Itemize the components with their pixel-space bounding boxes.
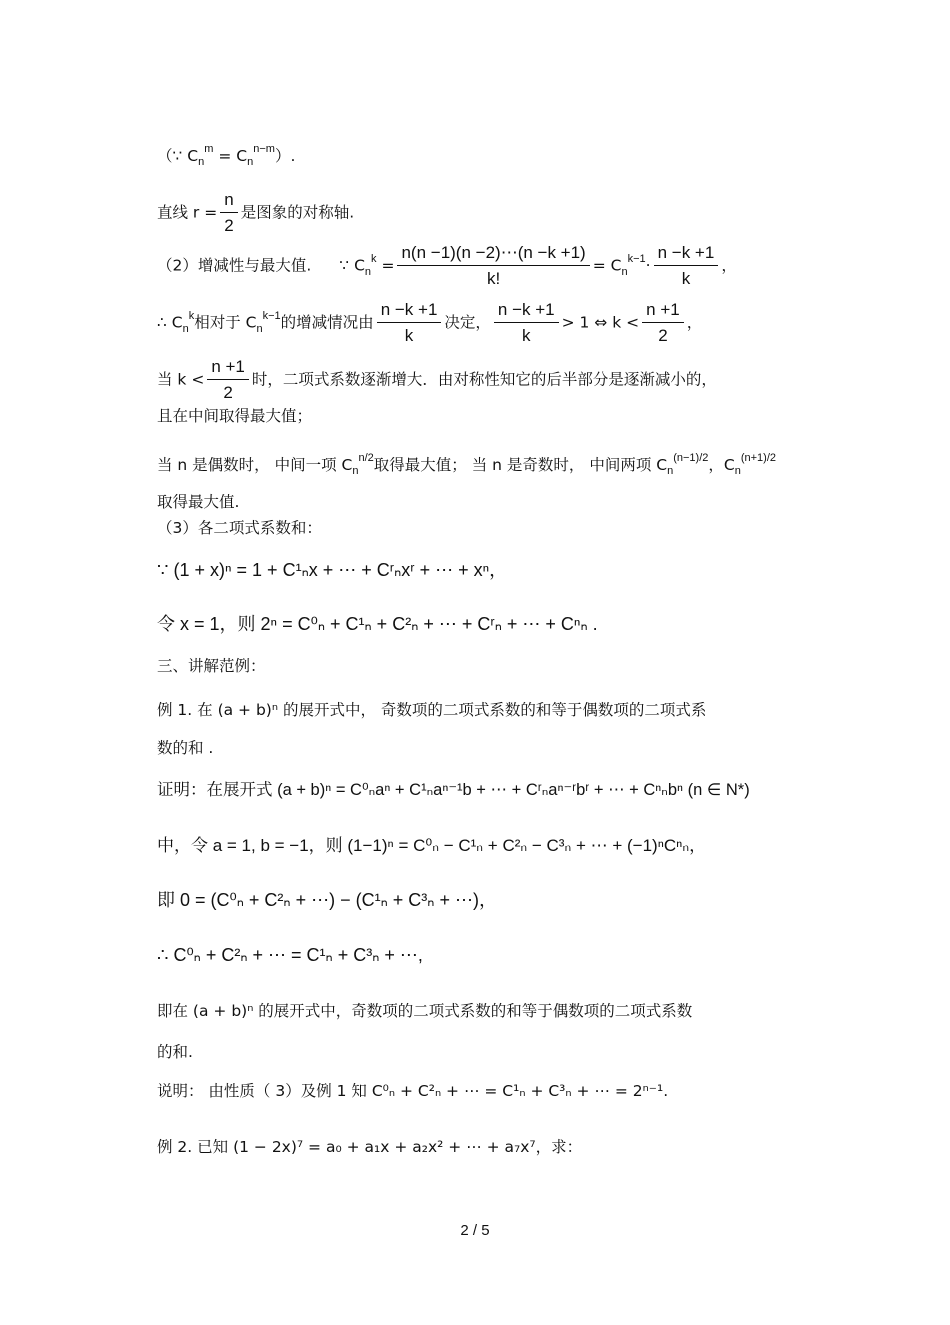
text: 时，二项式系数逐渐增大．由对称性知它的后半部分是逐渐减小的， bbox=[251, 370, 717, 389]
superscript: k−1 bbox=[627, 252, 646, 265]
line-binomial-expansion: ∵ (1 + x)ⁿ = 1 + C¹ₙx + ⋯ + Cʳₙxʳ + ⋯ + xⁿ， bbox=[157, 560, 508, 580]
subscript: n bbox=[352, 465, 359, 477]
line-increasing-half bbox=[157, 357, 717, 403]
text: 当 k < bbox=[157, 370, 205, 389]
example-1-statement-cont: 数的和 . bbox=[157, 739, 214, 757]
proof-zero-equation: 即 0 = (C⁰ₙ + C²ₙ + ⋯) − (C¹ₙ + C³ₙ + ⋯)， bbox=[157, 890, 497, 910]
subscript: n bbox=[247, 156, 254, 168]
fraction bbox=[207, 357, 249, 403]
denominator: k bbox=[404, 326, 414, 345]
proof-substitution: 中，令 a = 1, b = −1，则 (1−1)ⁿ = C⁰ₙ − C¹ₙ + C²ₙ − C³ₙ + ⋯ + (−1)ⁿCⁿₙ， bbox=[157, 836, 707, 855]
line-symmetry-axis bbox=[157, 190, 354, 236]
superscript: n−m bbox=[253, 143, 275, 155]
superscript: k bbox=[371, 252, 377, 265]
text: 的增减情况由 bbox=[280, 313, 374, 332]
superscript: n/2 bbox=[358, 452, 374, 464]
text: 当 n 是偶数时， 中间一项 C bbox=[157, 456, 353, 474]
numerator: n −k +1 bbox=[654, 243, 719, 266]
subscript: n bbox=[621, 265, 628, 278]
subscript: n bbox=[364, 265, 372, 278]
numerator: n +1 bbox=[642, 300, 684, 323]
subscript: n bbox=[182, 322, 189, 335]
text: 相对于 C bbox=[194, 313, 257, 332]
proof-statement-cont: 的和. bbox=[157, 1043, 193, 1061]
proof-expansion: 证明：在展开式 (a + b)ⁿ = C⁰ₙaⁿ + C¹ₙaⁿ⁻¹b + ⋯ + Cʳₙaⁿ⁻ʳbʳ + ⋯ + Cⁿₙbⁿ (n ∈ N*) bbox=[157, 781, 750, 799]
example-2-statement: 例 2. 已知 (1 − 2x)⁷ = a₀ + a₁x + a₂x² + ⋯ + a₇x⁷，求： bbox=[157, 1138, 583, 1156]
text: ∴ C bbox=[157, 313, 183, 332]
fraction bbox=[397, 243, 589, 289]
fraction bbox=[220, 190, 237, 236]
subscript: n bbox=[198, 156, 205, 168]
superscript: (n−1)/2 bbox=[673, 452, 709, 464]
numerator: n −k +1 bbox=[494, 300, 559, 323]
text: > 1 ⇔ k < bbox=[561, 313, 640, 332]
fraction bbox=[654, 243, 719, 289]
proof-conclusion: ∴ C⁰ₙ + C²ₙ + ⋯ = C¹ₙ + C³ₙ + ⋯, bbox=[157, 945, 423, 965]
superscript: m bbox=[204, 143, 214, 155]
text: ∵ C bbox=[339, 256, 365, 275]
line-increase-condition bbox=[157, 300, 702, 346]
fraction bbox=[494, 300, 559, 346]
line-sum-formula: 令 x = 1，则 2ⁿ = C⁰ₙ + C¹ₙ + C²ₙ + ⋯ + Cʳₙ + ⋯ + Cⁿₙ . bbox=[157, 614, 598, 634]
section-heading-examples: 三、讲解范例： bbox=[157, 657, 266, 675]
text: 直线 r = bbox=[157, 203, 218, 222]
line-monotonicity bbox=[157, 243, 737, 289]
subscript: n bbox=[256, 322, 263, 335]
denominator: k! bbox=[486, 269, 501, 288]
text: ， bbox=[721, 256, 737, 275]
text: = C bbox=[213, 147, 248, 165]
line-symmetry-property bbox=[157, 143, 296, 168]
text: ， bbox=[686, 313, 703, 332]
proof-statement: 即在 (a + b)ⁿ 的展开式中，奇数项的二项式系数的和等于偶数项的二项式系数 bbox=[157, 1002, 693, 1020]
numerator: n +1 bbox=[207, 357, 249, 380]
numerator: n bbox=[220, 190, 237, 213]
denominator: 2 bbox=[223, 383, 233, 402]
numerator: n −k +1 bbox=[377, 300, 442, 323]
text: 取得最大值； 当 n 是奇数时， 中间两项 C bbox=[373, 456, 668, 474]
denominator: 2 bbox=[658, 326, 668, 345]
text: （∵ C bbox=[157, 147, 199, 165]
denominator: k bbox=[522, 326, 531, 345]
text: = C bbox=[592, 256, 622, 275]
text: = bbox=[376, 256, 395, 275]
line-sum-heading: （3）各二项式系数和： bbox=[157, 519, 322, 537]
denominator: 2 bbox=[224, 216, 234, 235]
example-1-statement: 例 1. 在 (a + b)ⁿ 的展开式中， 奇数项的二项式系数的和等于偶数项的二项式系 bbox=[157, 701, 707, 719]
text: 是图象的对称轴. bbox=[240, 203, 355, 222]
text: · bbox=[645, 256, 651, 275]
text: 决定， bbox=[444, 313, 491, 332]
line-even-odd-max bbox=[157, 452, 776, 477]
line-max-middle: 且在中间取得最大值； bbox=[157, 407, 313, 425]
text: （2）增减性与最大值. bbox=[157, 256, 312, 275]
superscript: k bbox=[188, 309, 195, 322]
text: ，C bbox=[708, 456, 735, 474]
line-max-value: 取得最大值. bbox=[157, 493, 240, 511]
remark: 说明： 由性质（ 3）及例 1 知 C⁰ₙ + C²ₙ + ⋯ = C¹ₙ + C³ₙ + ⋯ = 2ⁿ⁻¹. bbox=[157, 1082, 669, 1100]
subscript: n bbox=[734, 465, 741, 477]
subscript: n bbox=[667, 465, 674, 477]
denominator: k bbox=[681, 269, 691, 288]
fraction bbox=[377, 300, 442, 346]
numerator: n(n −1)(n −2)⋯(n −k +1) bbox=[397, 243, 589, 266]
superscript: k−1 bbox=[262, 309, 281, 322]
page-number: 2 / 5 bbox=[460, 1222, 490, 1239]
superscript: (n+1)/2 bbox=[740, 452, 776, 464]
fraction bbox=[642, 300, 684, 346]
text: ）. bbox=[274, 147, 296, 165]
